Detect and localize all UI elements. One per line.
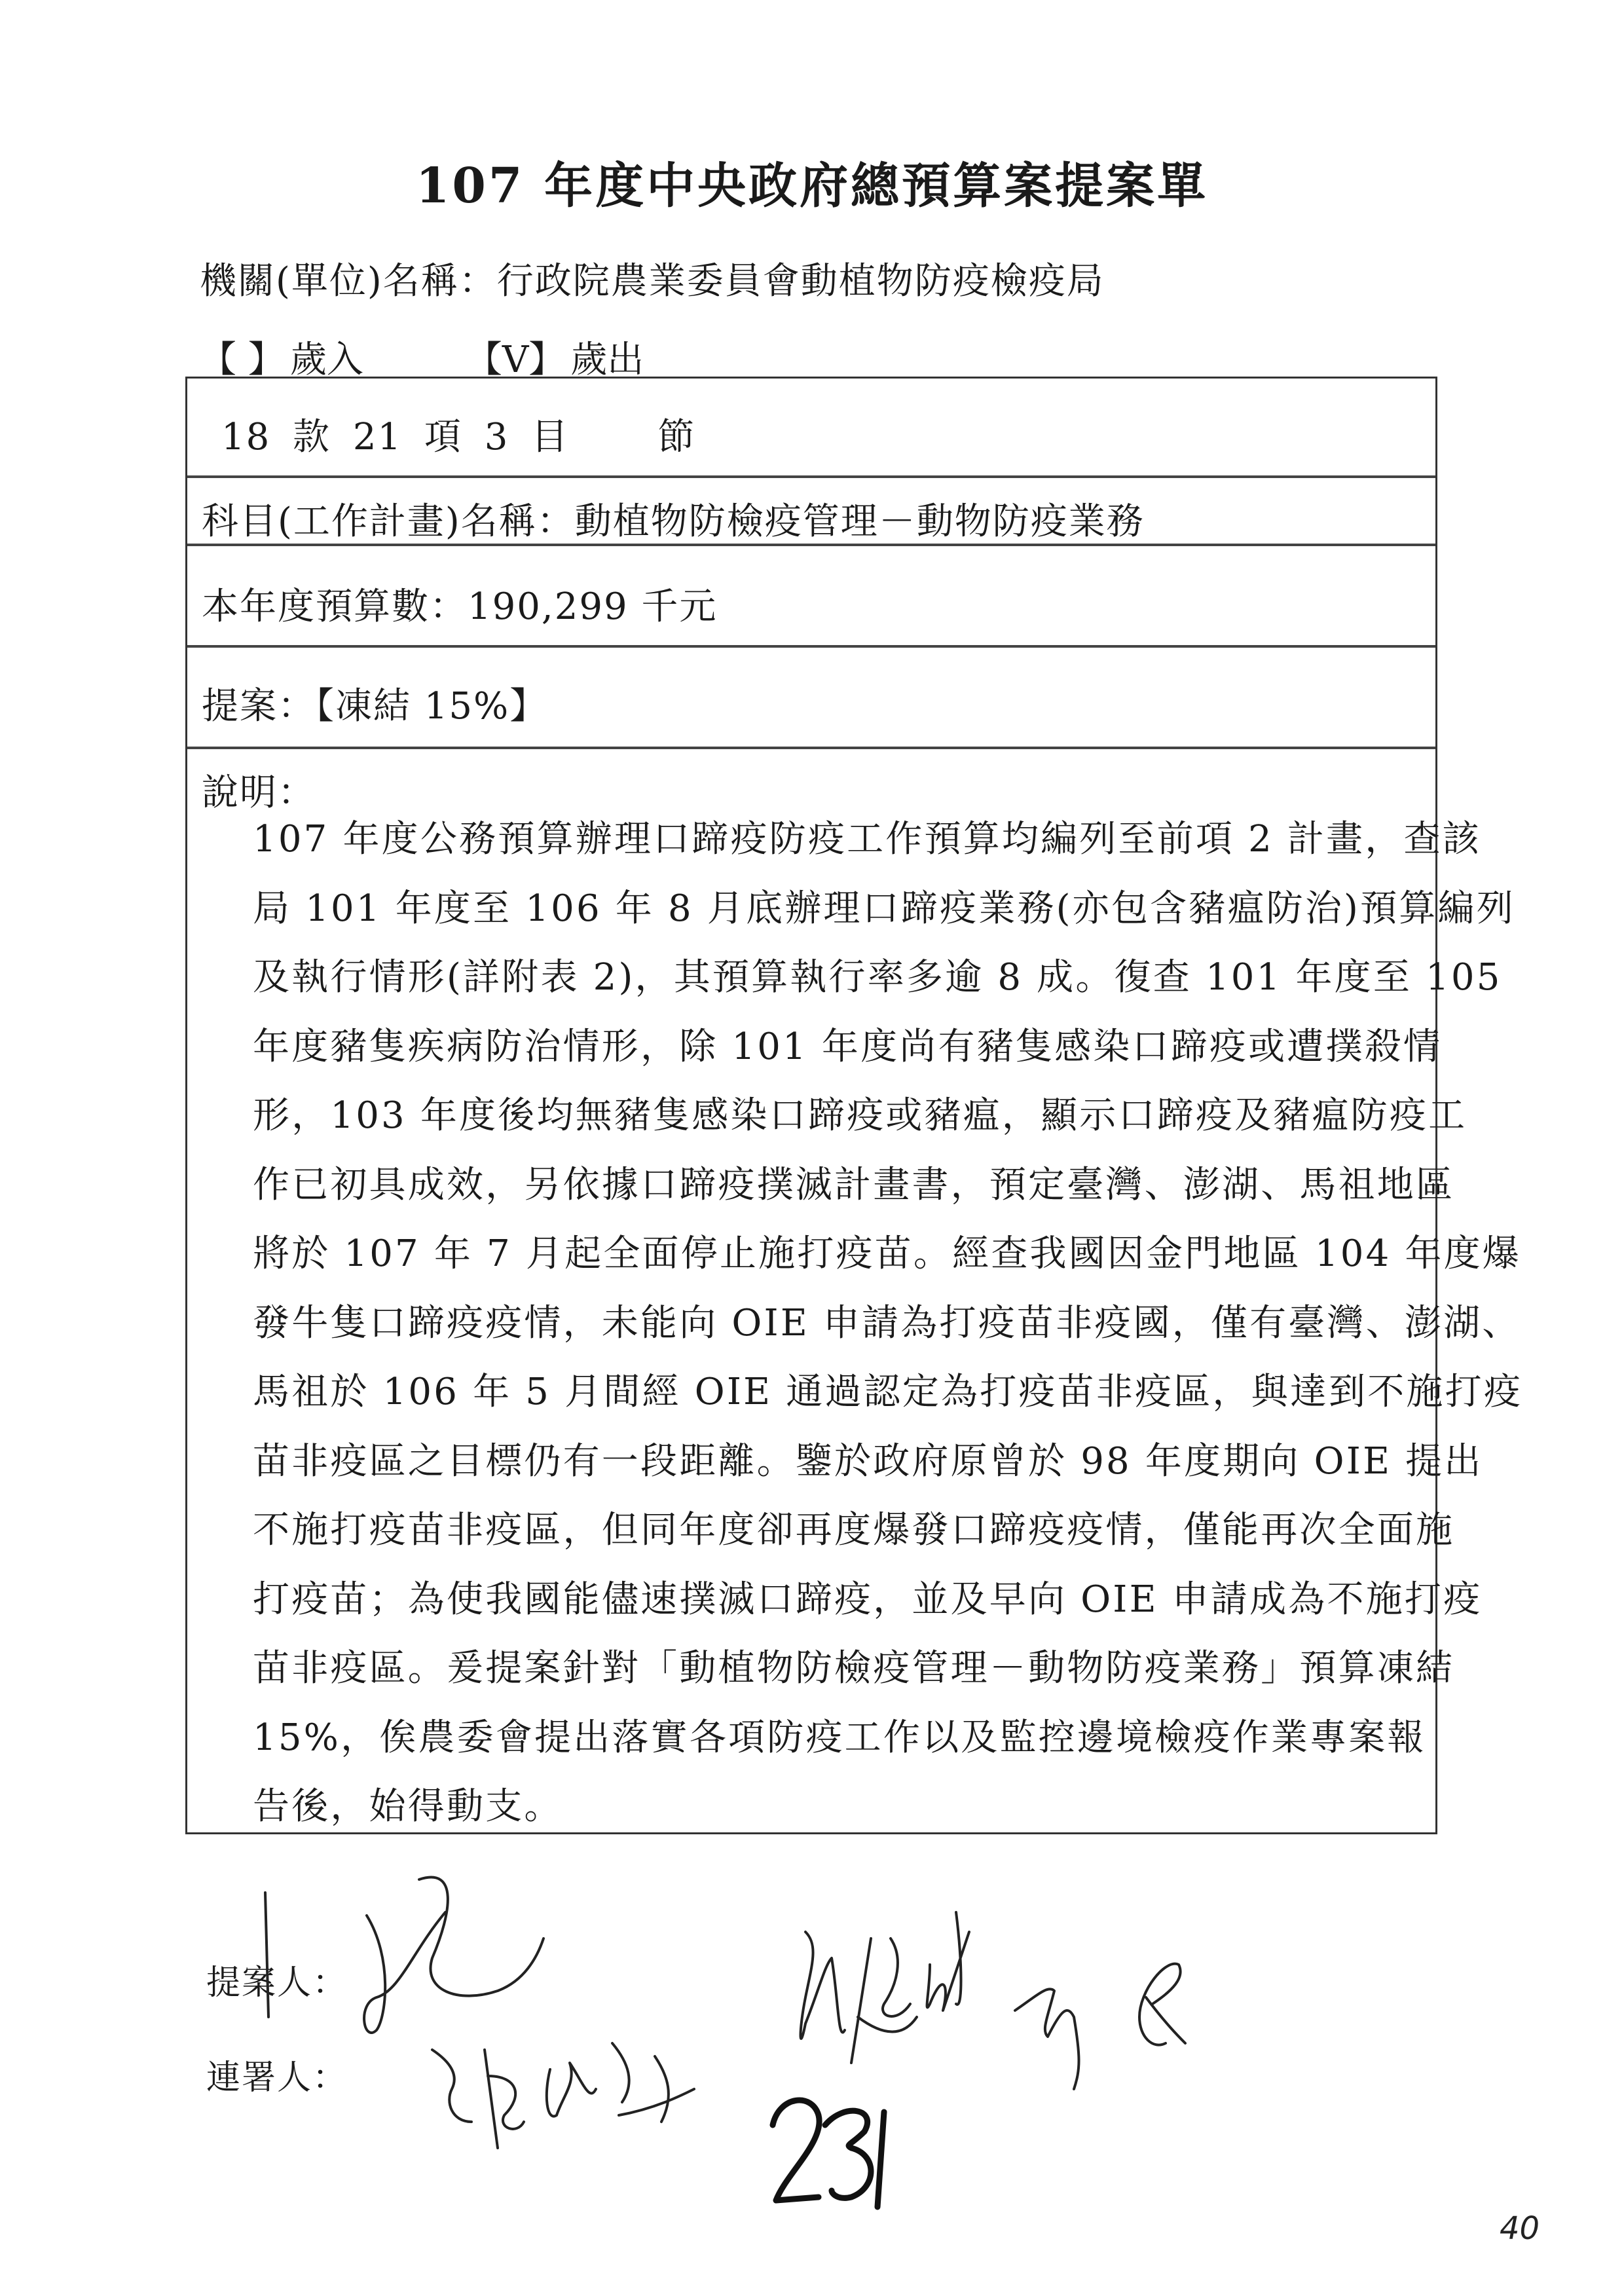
explanation-line: 局 101 年度至 106 年 8 月底辦理口蹄疫業務(亦包含豬瘟防治)預算編列	[253, 887, 1515, 930]
proposer-label: 提案人：	[206, 1963, 348, 2003]
explanation-line: 107 年度公務預算辦理口蹄疫防疫工作預算均編列至前項 2 計畫，查該	[253, 818, 1481, 861]
cosigner-label: 連署人：	[206, 2058, 348, 2098]
explanation-line: 年度豬隻疾病防治情形，除 101 年度尚有豬隻感染口蹄疫或遭撲殺情	[253, 1025, 1443, 1068]
program-name: 科目(工作計畫)名稱：動植物防檢疫管理－動物防疫業務	[202, 500, 1145, 543]
explanation-label: 說明：	[202, 771, 316, 814]
expenditure-label: 歲出	[570, 339, 644, 381]
explanation-line: 苗非疫區。爰提案針對「動植物防檢疫管理－動物防疫業務」預算凍結	[253, 1647, 1455, 1690]
agency-name: 機關(單位)名稱：行政院農業委員會動植物防疫檢疫局	[200, 260, 1105, 303]
budget-row	[187, 546, 1435, 648]
explanation-row	[187, 749, 1523, 1834]
explanation-line: 15%，俟農委會提出落實各項防疫工作以及監控邊境檢疫作業專案報	[253, 1716, 1426, 1759]
explanation-body	[253, 813, 1523, 1850]
expenditure-checkbox[interactable]: 【V】	[465, 339, 566, 381]
proposal-row	[187, 648, 1435, 749]
explanation-line: 將於 107 年 7 月起全面停止施打疫苗。經查我國因金門地區 104 年度爆	[253, 1232, 1522, 1275]
program-name-row	[187, 478, 1435, 546]
item-code: 18 款 21 項 3 目 節	[221, 416, 696, 458]
budget-amount: 本年度預算數：190,299 千元	[202, 585, 718, 628]
explanation-line: 苗非疫區之目標仍有一段距離。鑒於政府原曾於 98 年度期向 OIE 提出	[253, 1439, 1483, 1483]
explanation-line: 發牛隻口蹄疫疫情，未能向 OIE 申請為打疫苗非疫國，僅有臺灣、澎湖、	[253, 1301, 1521, 1344]
cosigner-signature-1	[432, 2043, 694, 2148]
revenue-checkbox[interactable]: 【 】	[200, 339, 285, 381]
proposal-table	[185, 377, 1523, 1834]
handwritten-digit-3	[825, 2111, 871, 2198]
page-number: 40	[1500, 2210, 1540, 2247]
proposal-text: 提案：【凍結 15%】	[202, 685, 548, 728]
cosigner-signature-3	[1015, 1964, 1185, 2089]
revenue-expenditure-selector	[200, 331, 649, 383]
cosigner-signature-2	[801, 1912, 970, 2063]
explanation-line: 作已初具成效，另依據口蹄疫撲滅計畫書，預定臺灣、澎湖、馬祖地區	[253, 1163, 1455, 1206]
handwritten-digit-2	[773, 2100, 819, 2200]
explanation-line: 形，103 年度後均無豬隻感染口蹄疫或豬瘟，顯示口蹄疫及豬瘟防疫工	[253, 1094, 1467, 1137]
handwritten-digit-1	[877, 2112, 884, 2207]
explanation-line: 及執行情形(詳附表 2)，其預算執行率多逾 8 成。復查 101 年度至 105	[253, 956, 1502, 999]
explanation-line: 告後，始得動支。	[253, 1785, 563, 1828]
explanation-line: 打疫苗；為使我國能儘速撲滅口蹄疫，並及早向 OIE 申請成為不施打疫	[253, 1578, 1483, 1621]
explanation-line: 馬祖於 106 年 5 月間經 OIE 通過認定為打疫苗非疫區，與達到不施打疫	[253, 1371, 1523, 1413]
item-code-row	[187, 379, 1435, 478]
revenue-label: 歲入	[289, 339, 363, 381]
document-title: 107 年度中央政府總預算案提案單	[415, 158, 1209, 214]
explanation-line: 不施打疫苗非疫區，但同年度卻再度爆發口蹄疫疫情，僅能再次全面施	[253, 1509, 1455, 1551]
